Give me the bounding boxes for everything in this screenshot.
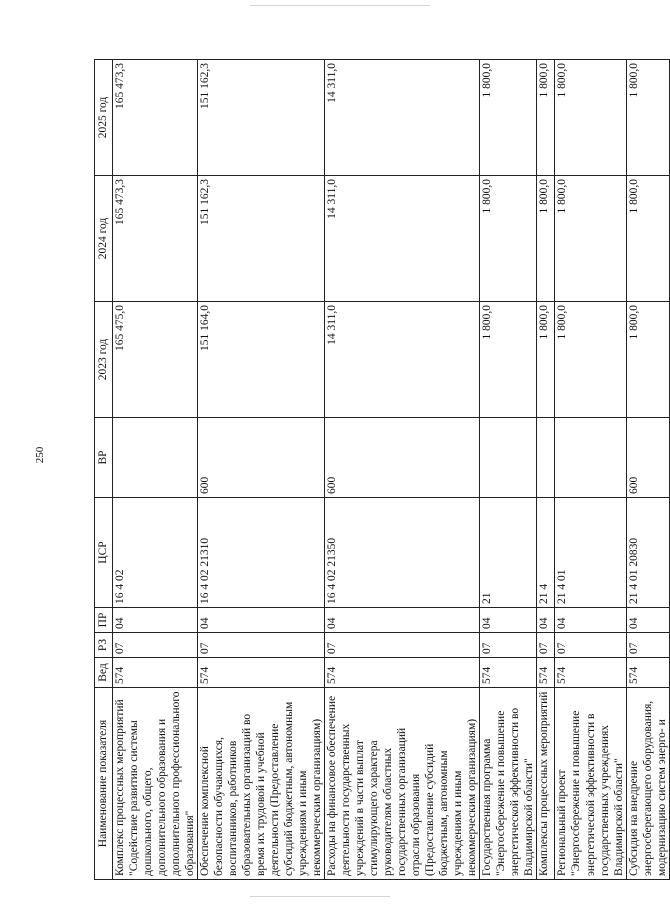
table-row	[555, 60, 626, 880]
row-csr: 21	[480, 498, 537, 608]
table-row	[198, 60, 325, 880]
header-rz: РЗ	[95, 633, 113, 658]
row-pr: 04	[325, 608, 480, 633]
row-rz: 07	[555, 633, 626, 658]
row-vr: 600	[626, 418, 669, 498]
row-2024: 165 473,3	[113, 176, 198, 302]
row-name: Государственная программа "Энергосбережение и повышение энергетической эффективности во Владимирской области"	[480, 688, 537, 880]
row-2025: 1 800,0	[626, 60, 669, 176]
bottom-scan-artifact	[250, 896, 390, 897]
header-vr: ВР	[95, 418, 113, 498]
row-pr: 04	[537, 608, 555, 633]
header-name: Наименование показателя	[95, 688, 113, 880]
table-row	[113, 60, 198, 880]
row-csr: 16 4 02 21350	[325, 498, 480, 608]
row-vr	[113, 418, 198, 498]
row-rz: 07	[113, 633, 198, 658]
row-rz: 07	[626, 633, 669, 658]
row-csr: 21 4	[537, 498, 555, 608]
row-ved: 574	[626, 658, 669, 688]
header-2024: 2024 год	[95, 176, 113, 302]
row-2025: 151 162,3	[198, 60, 325, 176]
row-ved: 574	[325, 658, 480, 688]
row-rz: 07	[198, 633, 325, 658]
row-name: Региональный проект "Энергосбережение и повышение энергетической эффективности в государственных учреждениях Владимирской области"	[555, 688, 626, 880]
row-csr: 21 4 01 20830	[626, 498, 669, 608]
row-name: Обеспечение комплексной безопасности обучающихся, воспитанников, работников образовательных организаций во время их трудовой и учебной деятельности (Предоставление субсидий бюджетным, автономным учреждениям и иным некоммерческим организациям)	[198, 688, 325, 880]
row-vr	[537, 418, 555, 498]
row-rz: 07	[325, 633, 480, 658]
header-pr: ПР	[95, 608, 113, 633]
row-name: Комплекс процессных мероприятий "Содействие развитию системы дошкольного, общего, дополнительного образования и дополнительного профессионального образования"	[113, 688, 198, 880]
header-ved: Вед	[95, 658, 113, 688]
table-row	[480, 60, 537, 880]
row-2023: 1 800,0	[626, 302, 669, 418]
top-scan-artifact	[250, 5, 430, 6]
page-number: 250	[34, 446, 46, 464]
header-2025: 2025 год	[95, 60, 113, 176]
row-2024: 1 800,0	[555, 176, 626, 302]
row-2024: 1 800,0	[537, 176, 555, 302]
row-csr: 16 4 02	[113, 498, 198, 608]
row-2025: 1 800,0	[555, 60, 626, 176]
table-row	[325, 60, 480, 880]
row-2025: 1 800,0	[537, 60, 555, 176]
row-2024: 1 800,0	[480, 176, 537, 302]
row-name: Субсидия на внедрение энергосберегающего оборудования, модернизацию систем энерго- и	[626, 688, 669, 880]
row-2024: 1 800,0	[626, 176, 669, 302]
row-name: Расходы на финансовое обеспечение деятельности государственных учреждений в части выплат стимулирующего характера руководителям областных государственных организаций отрасли образования (Предоставление субсидий бюджетным, автономным учреждениям и иным некоммерческим организациям)	[325, 688, 480, 880]
row-rz: 07	[480, 633, 537, 658]
row-rz: 07	[537, 633, 555, 658]
row-2025: 165 473,3	[113, 60, 198, 176]
row-2024: 14 311,0	[325, 176, 480, 302]
row-vr	[480, 418, 537, 498]
row-ved: 574	[480, 658, 537, 688]
row-2024: 151 162,3	[198, 176, 325, 302]
row-2025: 14 311,0	[325, 60, 480, 176]
row-name: Комплексы процессных мероприятий	[537, 688, 555, 880]
row-csr: 21 4 01	[555, 498, 626, 608]
budget-table	[94, 59, 670, 880]
row-ved: 574	[198, 658, 325, 688]
row-pr: 04	[480, 608, 537, 633]
header-2023: 2023 год	[95, 302, 113, 418]
row-2023: 1 800,0	[555, 302, 626, 418]
row-pr: 04	[113, 608, 198, 633]
row-vr: 600	[198, 418, 325, 498]
row-vr: 600	[325, 418, 480, 498]
row-2023: 1 800,0	[537, 302, 555, 418]
row-2023: 1 800,0	[480, 302, 537, 418]
row-2023: 151 164,0	[198, 302, 325, 418]
row-ved: 574	[537, 658, 555, 688]
row-vr	[555, 418, 626, 498]
row-ved: 574	[113, 658, 198, 688]
row-csr: 16 4 02 21310	[198, 498, 325, 608]
row-2023: 14 311,0	[325, 302, 480, 418]
table-row	[626, 60, 669, 880]
row-2023: 165 475,0	[113, 302, 198, 418]
header-csr: ЦСР	[95, 498, 113, 608]
row-pr: 04	[555, 608, 626, 633]
row-pr: 04	[626, 608, 669, 633]
rotated-table-container	[94, 60, 668, 880]
row-ved: 574	[555, 658, 626, 688]
table-header-row	[95, 60, 113, 880]
row-2025: 1 800,0	[480, 60, 537, 176]
row-pr: 04	[198, 608, 325, 633]
table-row	[537, 60, 555, 880]
